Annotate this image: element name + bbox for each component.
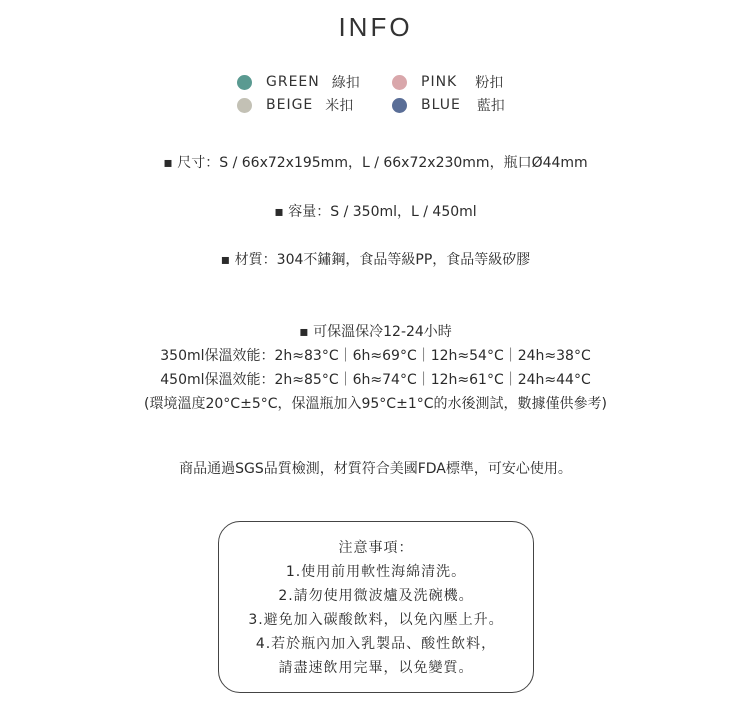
spec-capacity xyxy=(0,200,751,224)
color-name-zh: 藍扣 xyxy=(476,98,505,114)
insulation-350ml: 350ml保溫效能：2h≈83°C｜6h≈69°C｜12h≈54°C｜24h≈38°C xyxy=(160,348,591,364)
notice-item: 請盡速飲用完畢，以免變質。 xyxy=(278,660,474,676)
color-options xyxy=(237,72,537,118)
insulation-note: (環境溫度20°C±5°C，保溫瓶加入95°C±1°C的水後測試，數據僅供參考) xyxy=(144,396,607,412)
pink-swatch xyxy=(392,75,407,90)
spec-material-text: ▪ 材質：304不鏽鋼，食品等級PP，食品等級矽膠 xyxy=(220,252,531,268)
spec-size-text: ▪ 尺寸：S / 66x72x195mm，L / 66x72x230mm，瓶口Ø44mm xyxy=(163,155,588,171)
color-name-en: BEIGE xyxy=(266,97,314,113)
certification-text: 商品通過SGS品質檢測，材質符合美國FDA標準，可安心使用。 xyxy=(179,461,572,477)
certification xyxy=(0,457,751,481)
beige-swatch xyxy=(237,98,252,113)
page-title: INFO xyxy=(338,12,413,42)
notice-item: 4.若於瓶內加入乳製品、酸性飲料， xyxy=(255,636,497,652)
color-name-zh: 米扣 xyxy=(325,98,354,114)
notice-item: 3.避免加入碳酸飲料，以免內壓上升。 xyxy=(248,612,504,628)
insulation-heading: ▪ 可保溫保冷12-24小時 xyxy=(299,324,452,340)
color-name-zh: 粉扣 xyxy=(475,75,504,91)
notice-box xyxy=(218,521,534,693)
notice-item: 2.請勿使用微波爐及洗碗機。 xyxy=(278,588,474,604)
color-option-beige xyxy=(237,95,353,115)
color-option-pink xyxy=(392,72,503,92)
color-name-en: GREEN xyxy=(266,74,320,90)
notice-item: 1.使用前用軟性海綿清洗。 xyxy=(285,564,467,580)
spec-size xyxy=(0,151,751,175)
color-name-en: PINK xyxy=(421,74,458,90)
blue-swatch xyxy=(392,98,407,113)
color-option-green xyxy=(237,72,360,92)
notice-title: 注意事項： xyxy=(338,540,414,556)
color-name-en: BLUE xyxy=(421,97,461,113)
spec-material xyxy=(0,248,751,272)
insulation-450ml: 450ml保溫效能：2h≈85°C｜6h≈74°C｜12h≈61°C｜24h≈44°C xyxy=(160,372,591,388)
color-option-blue xyxy=(392,95,505,115)
green-swatch xyxy=(237,75,252,90)
color-name-zh: 綠扣 xyxy=(331,75,360,91)
spec-capacity-text: ▪ 容量：S / 350ml，L / 450ml xyxy=(274,204,477,220)
insulation-info xyxy=(0,320,751,416)
